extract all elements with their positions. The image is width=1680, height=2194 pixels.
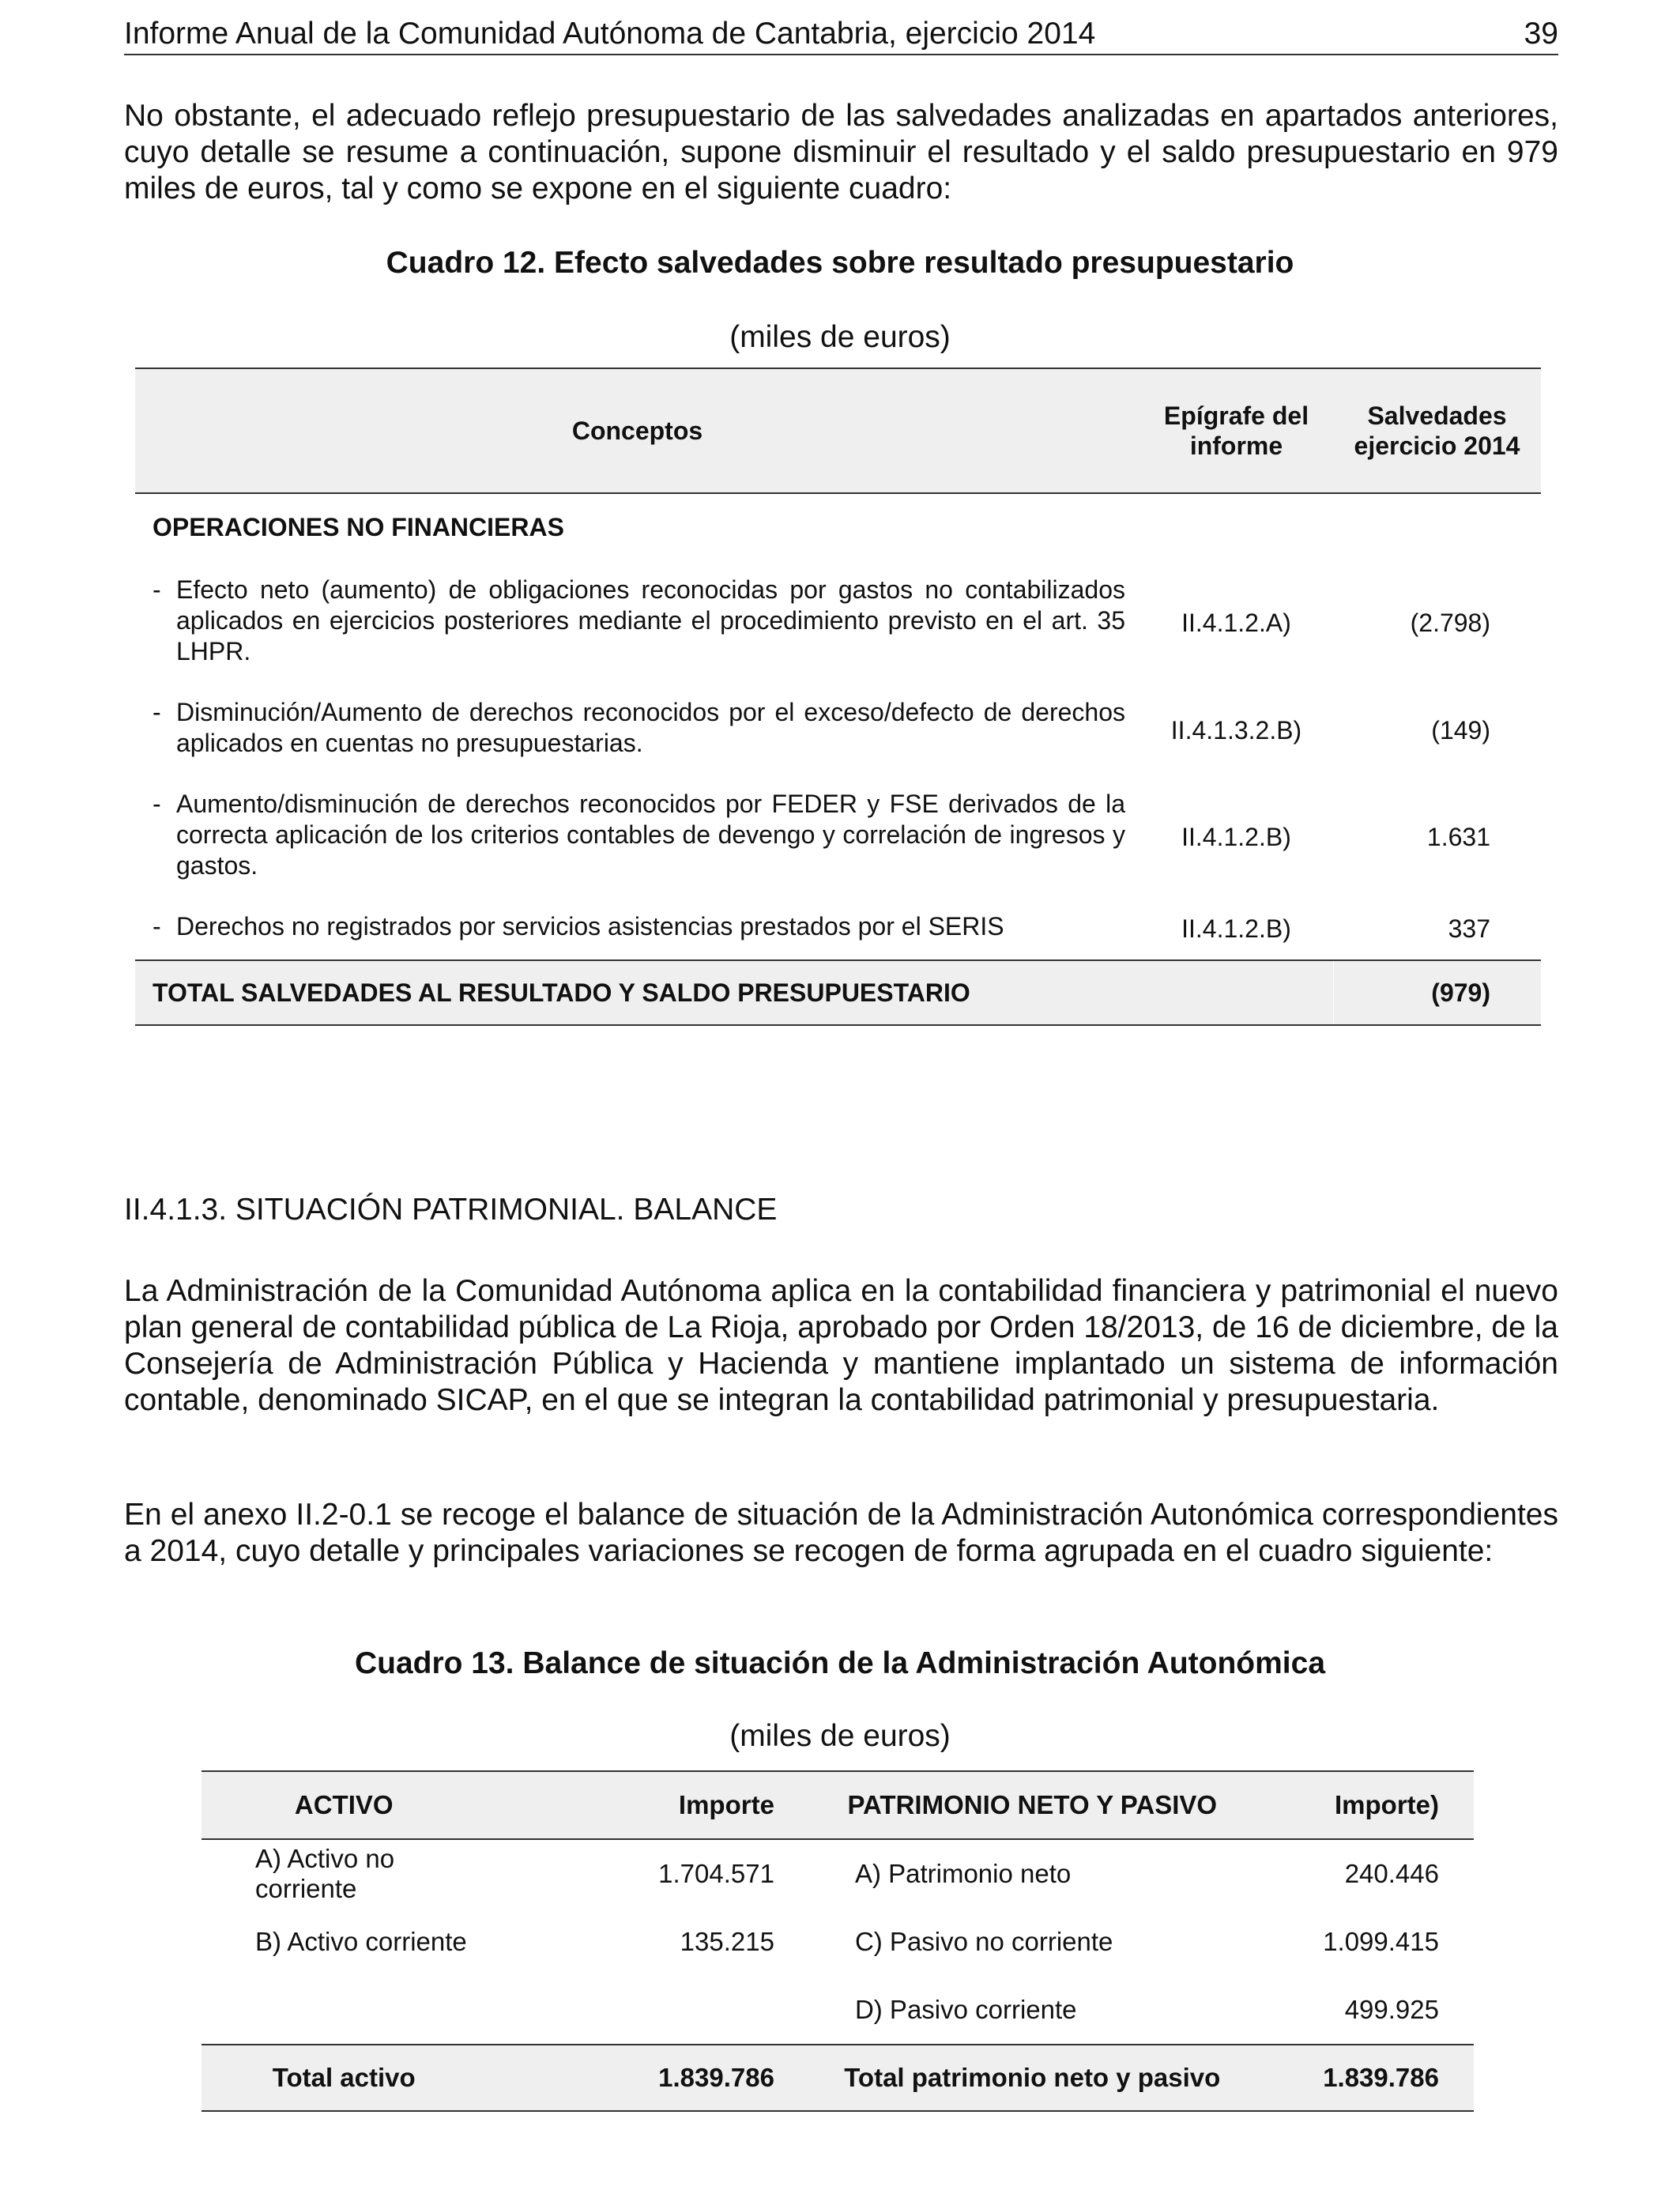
total-row — [135, 960, 1541, 1025]
row-value: 337 — [1448, 914, 1490, 943]
total-activo-importe: 1.839.786 — [658, 2063, 774, 2092]
total-activo-label: Total activo — [272, 2063, 416, 2092]
header-pasivo: PATRIMONIO NETO Y PASIVO — [847, 1790, 1218, 1819]
row-epigraph: II.4.1.2.B) — [1181, 914, 1291, 943]
row-dash: - — [153, 698, 161, 726]
row-epigraph: II.4.1.2.A) — [1181, 609, 1291, 637]
header-activo: ACTIVO — [294, 1790, 394, 1819]
table-row — [202, 1976, 1474, 2045]
section-row — [135, 493, 1541, 562]
table-row — [135, 899, 1541, 960]
row-epigraph: II.4.1.2.B) — [1181, 823, 1291, 851]
table13-caption: Cuadro 13. Balance de situación de la Administración Autonómica — [354, 1646, 1326, 1680]
row-concept: Disminución/Aumento de derechos reconocidos por el exceso/defecto de derechos aplicados en cuentas no presupuestarias. — [176, 698, 1125, 757]
table-row — [135, 776, 1541, 899]
activo-importe — [486, 1976, 809, 2045]
row-dash: - — [153, 575, 161, 604]
pasivo-label: C) Pasivo no corriente — [854, 1927, 1113, 1956]
header-importe: Importe — [678, 1790, 774, 1819]
table12-units: (miles de euros) — [729, 320, 951, 354]
paragraph-contabilidad: La Administración de la Comunidad Autónoma aplica en la contabilidad financiera y patrimonial el nuevo plan general de contabilidad pública de La Rioja, aprobado por Orden 18/2013, de 16 de diciembre, de la Consejería de Administración Pública y Hacienda y mantiene implantado un sistema de información contable, denominado SICAP, en el que se integran la contabilidad patrimonial y presupuestaria. — [124, 1274, 1558, 1417]
salvedades-table — [135, 368, 1541, 1026]
table-row — [135, 562, 1541, 684]
table-row — [202, 1839, 1474, 1908]
total-value: (979) — [1431, 978, 1490, 1007]
table12-caption: Cuadro 12. Efecto salvedades sobre resultado presupuestario — [386, 246, 1294, 280]
table13-units: (miles de euros) — [729, 1719, 951, 1753]
row-dash: - — [153, 790, 161, 818]
table-row — [202, 1908, 1474, 1976]
intro-paragraph: No obstante, el adecuado reflejo presupuestario de las salvedades analizadas en apartados anteriores, cuyo detalle se resume a continuación, supone disminuir el resultado y el saldo presupuestario en 979 miles de euros, tal y como se expone en el siguiente cuadro: — [124, 99, 1558, 205]
total-pasivo-importe: 1.839.786 — [1323, 2063, 1439, 2092]
activo-label: A) Activo no corriente — [255, 1844, 395, 1903]
activo-label: B) Activo corriente — [255, 1927, 467, 1956]
pasivo-importe: 240.446 — [1344, 1859, 1439, 1888]
pasivo-importe: 499.925 — [1344, 1995, 1439, 2024]
activo-importe: 135.215 — [680, 1927, 774, 1956]
row-value: 1.631 — [1426, 823, 1490, 851]
activo-importe: 1.704.571 — [658, 1859, 774, 1888]
pasivo-importe: 1.099.415 — [1323, 1927, 1439, 1956]
row-epigraph: II.4.1.3.2.B) — [1170, 715, 1302, 745]
row-value: (2.798) — [1410, 609, 1490, 637]
activo-label — [202, 1976, 486, 2045]
table-header-row — [135, 368, 1541, 493]
row-concept: Aumento/disminución de derechos reconocidos por FEDER y FSE derivados de la correcta aplicación de los criterios contables de devengo y correlación de ingresos y gastos. — [176, 790, 1125, 880]
balance-table — [202, 1770, 1474, 2112]
row-concept: Derechos no registrados por servicios asistencias prestados por el SERIS — [176, 912, 1004, 941]
total-pasivo-label: Total patrimonio neto y pasivo — [844, 2063, 1221, 2092]
page-number: 39 — [1524, 17, 1558, 51]
header-importe-2: Importe) — [1335, 1790, 1439, 1819]
table-row — [135, 684, 1541, 776]
paragraph-anexo: En el anexo II.2-0.1 se recoge el balance de situación de la Administración Autonómica correspondientes a 2014, cuyo detalle y principales variaciones se recogen de forma agrupada en el cuadro siguiente: — [124, 1498, 1558, 1568]
row-dash: - — [153, 912, 161, 941]
header-concepts: Conceptos — [571, 417, 703, 445]
pasivo-label: D) Pasivo corriente — [854, 1995, 1077, 2024]
running-header — [124, 14, 1558, 55]
pasivo-label: A) Patrimonio neto — [854, 1859, 1072, 1888]
total-label: TOTAL SALVEDADES AL RESULTADO Y SALDO PRESUPUESTARIO — [135, 960, 1333, 1025]
header-epigraph: Epígrafe del informe — [1163, 401, 1309, 460]
table-header-row — [202, 1771, 1474, 1839]
header-title: Informe Anual de la Comunidad Autónoma de Cantabria, ejercicio 2014 — [124, 17, 1096, 51]
section-heading: II.4.1.3. SITUACIÓN PATRIMONIAL. BALANCE — [124, 1193, 778, 1227]
row-concept: Efecto neto (aumento) de obligaciones reconocidas por gastos no contabilizados aplicados en ejercicios posteriores mediante el procedimiento previsto en el art. 35 LHPR. — [176, 575, 1125, 665]
row-value: (149) — [1431, 715, 1490, 745]
header-salvedades: Salvedades ejercicio 2014 — [1354, 401, 1520, 460]
section-label: OPERACIONES NO FINANCIERAS — [153, 513, 564, 541]
total-row — [202, 2045, 1474, 2111]
